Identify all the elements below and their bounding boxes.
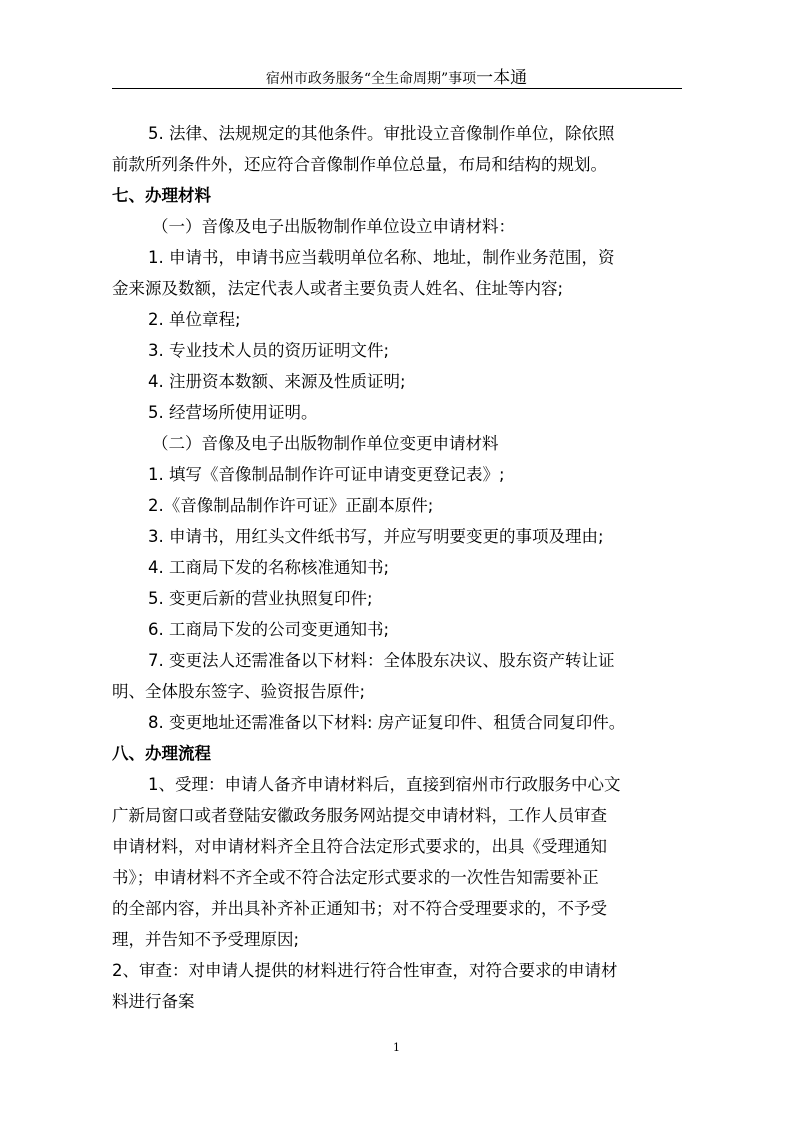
- text-line: 4. 注册资本数额、来源及性质证明;: [148, 372, 406, 391]
- document-body: [112, 118, 682, 1017]
- page-number: 1: [393, 1041, 400, 1054]
- text-line: 料进行备案: [112, 992, 195, 1011]
- section-heading: 八、办理流程: [112, 744, 211, 763]
- header-suffix: 一本通: [476, 68, 528, 88]
- text-line: 金来源及数额，法定代表人或者主要负责人姓名、住址等内容;: [112, 279, 564, 298]
- section-heading: 七、办理材料: [112, 186, 211, 205]
- text-line: 理，并告知不予受理原因;: [112, 930, 300, 949]
- text-line: 5. 法律、法规规定的其他条件。审批设立音像制作单位，除依照: [148, 124, 615, 143]
- text-line: 2.《音像制品制作许可证》正副本原件;: [148, 496, 434, 515]
- text-line: 6. 工商局下发的公司变更通知书;: [148, 620, 390, 639]
- page-header: [0, 63, 793, 88]
- text-line: 1、受理：申请人备齐申请材料后，直接到宿州市行政服务中心文: [148, 775, 621, 794]
- text-line: 5. 经营场所使用证明。: [148, 403, 318, 422]
- text-line: 书》；申请材料不齐全或不符合法定形式要求的一次性告知需要补正: [112, 868, 599, 887]
- text-line: 4. 工商局下发的名称核准通知书;: [148, 558, 390, 577]
- text-line: （一）音像及电子出版物制作单位设立申请材料：: [152, 217, 515, 236]
- text-line: 1. 填写《音像制品制作许可证申请变更登记表》;: [148, 465, 505, 484]
- text-line: 7. 变更法人还需准备以下材料：全体股东决议、股东资产转让证: [148, 651, 615, 670]
- text-line: 前款所列条件外，还应符合音像制作单位总量，布局和结构的规划。: [112, 155, 607, 174]
- text-line: 3. 申请书，用红头文件纸书写，并应写明要变更的事项及理由;: [148, 527, 604, 546]
- text-line: 2. 单位章程;: [148, 310, 241, 329]
- text-line: 1. 申请书，申请书应当载明单位名称、地址，制作业务范围，资: [148, 248, 615, 267]
- text-line: 3. 专业技术人员的资历证明文件;: [148, 341, 390, 360]
- text-line: 申请材料，对申请材料齐全且符合法定形式要求的，出具《受理通知: [112, 837, 607, 856]
- text-line: 5. 变更后新的营业执照复印件;: [148, 589, 373, 608]
- text-line: 广新局窗口或者登陆安徽政务服务网站提交申请材料，工作人员审查: [112, 806, 607, 825]
- text-line: 2、审查：对申请人提供的材料进行符合性审查，对符合要求的申请材: [112, 961, 618, 980]
- text-line: （二）音像及电子出版物制作单位变更申请材料: [152, 434, 499, 453]
- text-line: 的全部内容，并出具补齐补正通知书；对不符合受理要求的，不予受: [112, 899, 607, 918]
- header-rule: [112, 88, 682, 89]
- text-line: 8. 变更地址还需准备以下材料: 房产证复印件、租赁合同复印件。: [148, 713, 626, 732]
- text-line: 明、全体股东签字、验资报告原件;: [112, 682, 366, 701]
- header-text: 宿州市政务服务“全生命周期”事项: [265, 71, 477, 87]
